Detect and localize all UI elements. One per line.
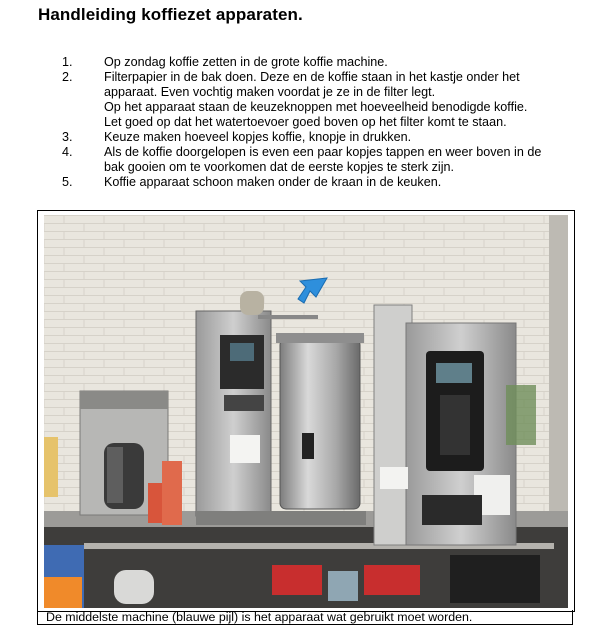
instruction-list xyxy=(56,55,596,190)
right-coffee-machine xyxy=(374,305,516,545)
list-item: 1. Op zondag koffie zetten in de grote koffie machine. xyxy=(62,55,388,69)
list-item: 5. Koffie apparaat schoon maken onder de kraan in de keuken. xyxy=(62,175,442,189)
list-item: 3. Keuze maken hoeveel kopjes koffie, knopje in drukken. xyxy=(62,130,412,144)
coffee-machines-photo xyxy=(44,215,568,608)
page-title: Handleiding koffiezet apparaten. xyxy=(38,5,303,24)
photo-caption: De middelste machine (blauwe pijl) is het apparaat wat gebruikt moet worden. xyxy=(37,610,573,625)
photo-frame xyxy=(37,210,575,612)
list-item: 2. Filterpapier in de bak doen. Deze en de koffie staan in het kastje onder het apparaat. Even vochtig maken voordat je ze in de filter legt. Op het apparaat staan de keuzeknoppen met hoeveelheid benodigde koffie. Let goed op dat het watertoevoer goed boven op het filter komt te staan. xyxy=(62,70,528,129)
list-item: 4. Als de koffie doorgelopen is even een paar kopjes tappen en weer boven in de bak gooien om te voorkomen dat de eerste kopjes te sterk zijn. xyxy=(62,145,542,174)
